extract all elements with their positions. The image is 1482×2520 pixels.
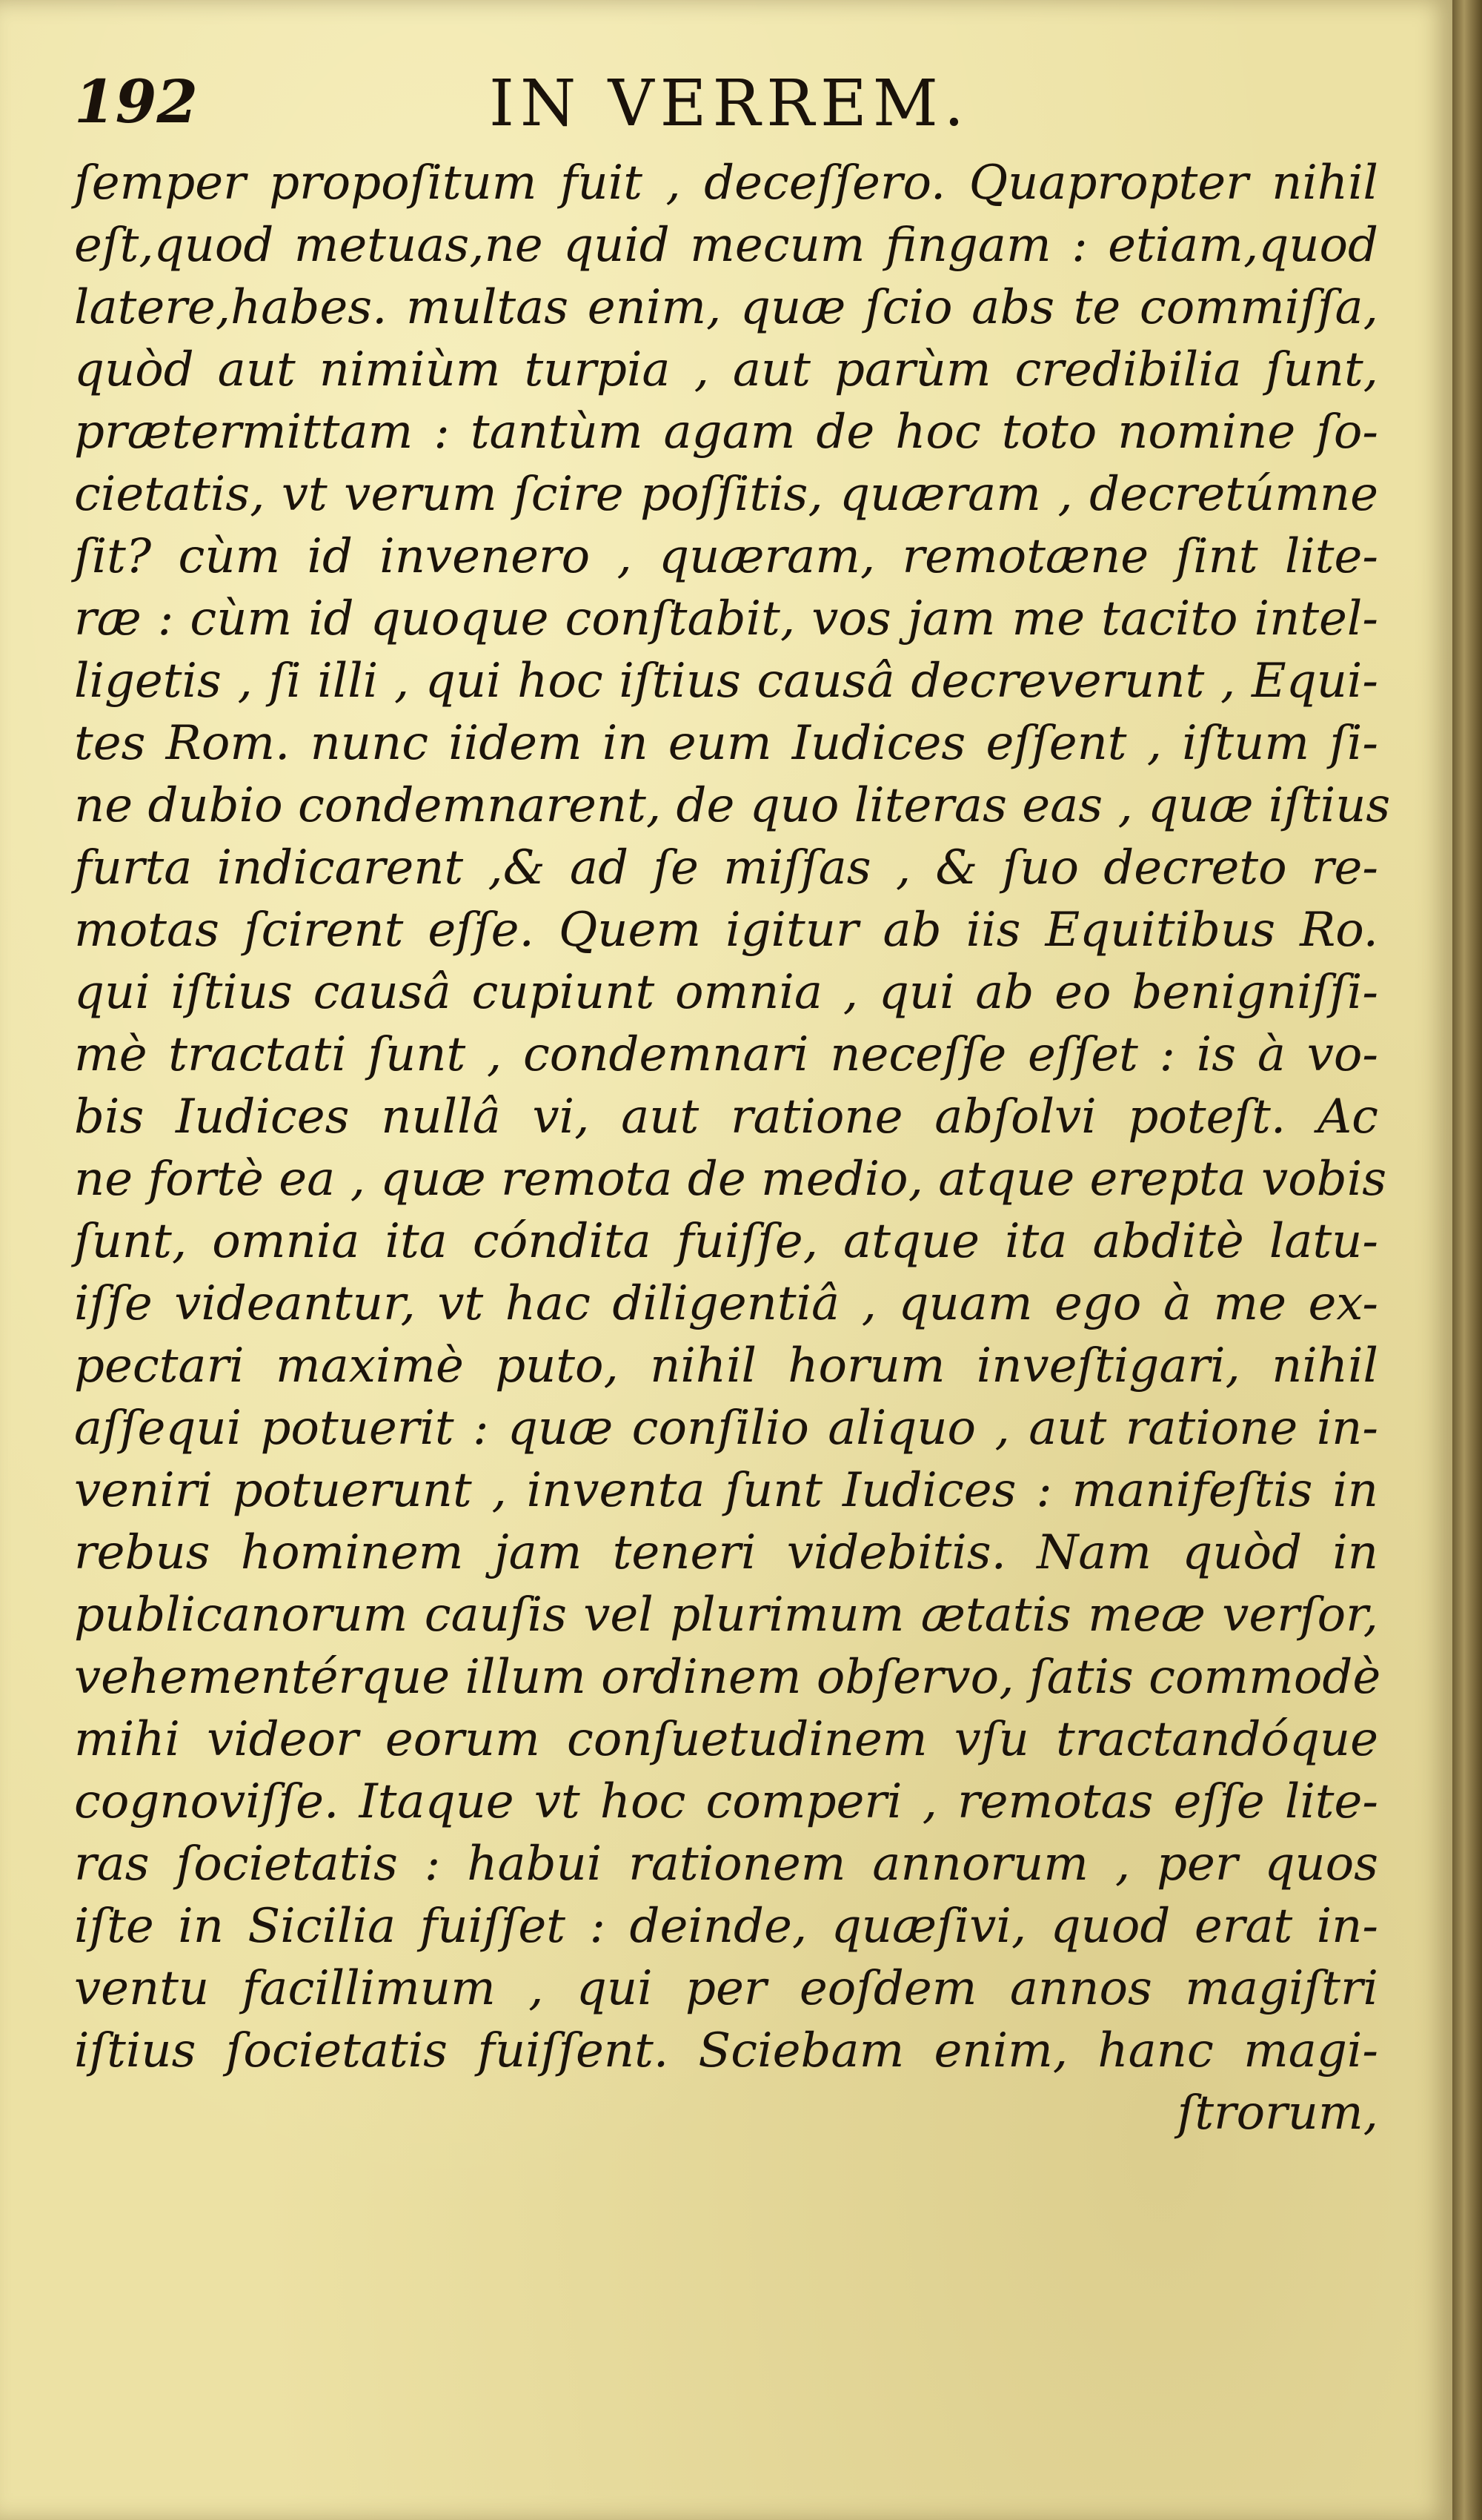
book-fore-edge xyxy=(1452,0,1482,2520)
text-line: ræ : cùm id quoque conſtabit, vos jam me tacito intel- xyxy=(74,591,1378,646)
text-line: tes Rom. nunc iidem in eum Iudices eſſent , iſtum ſi- xyxy=(74,716,1378,771)
text-line: cietatis, vt verum ſcire poſſitis, quæram , decretúmne xyxy=(74,467,1378,522)
text-line: eſt,quod metuas,ne quid mecum fingam : etiam,quod xyxy=(74,218,1378,273)
text-line: ras ſocietatis : habui rationem annorum , per quos xyxy=(74,1837,1378,1891)
text-line: mè tractati ſunt , condemnari neceſſe eſſet : is à vo- xyxy=(74,1027,1378,1082)
text-line: ſemper propoſitum fuit , deceſſero. Quapropter nihil xyxy=(74,156,1378,210)
running-head: IN VERREM. xyxy=(489,67,971,141)
page-header xyxy=(74,52,1378,163)
text-line: bis Iudices nullâ vi, aut ratione abſolvi poteſt. Ac xyxy=(74,1090,1378,1144)
page-number: 192 xyxy=(74,67,198,136)
text-body xyxy=(74,152,1391,2144)
catchword: ſtrorum, xyxy=(1177,2086,1378,2141)
text-line: publicanorum cauſis vel plurimum ætatis meæ verſor, xyxy=(74,1588,1378,1642)
text-line: ſunt, omnia ita cóndita fuiſſe, atque ita abditè latu- xyxy=(74,1214,1378,1269)
text-line: ne fortè ea , quæ remota de medio, atque erepta vobis xyxy=(74,1152,1387,1207)
text-line: cognoviſſe. Itaque vt hoc comperi , remotas eſſe lite- xyxy=(74,1774,1378,1829)
text-line: ligetis , ſi illi , qui hoc iſtius causâ decreverunt , Equi- xyxy=(74,654,1378,709)
text-line: pectari maximè puto, nihil horum inveſtigari, nihil xyxy=(74,1339,1378,1393)
text-line: ſit? cùm id invenero , quæram, remotæne ſint lite- xyxy=(74,529,1378,584)
text-line: ne dubio condemnarent, de quo literas eas , quæ iſtius xyxy=(74,778,1391,833)
text-line: prætermittam : tantùm agam de hoc toto nomine ſo- xyxy=(74,405,1378,460)
text-line: iſſe videantur, vt hac diligentiâ , quam ego à me ex- xyxy=(74,1276,1378,1331)
text-line: mihi videor eorum conſuetudinem vſu tractandóque xyxy=(74,1712,1378,1767)
text-line: iſtius ſocietatis fuiſſent. Sciebam enim, hanc magi- xyxy=(74,2023,1378,2078)
text-line: qui iſtius causâ cupiunt omnia , qui ab eo benigniſſi- xyxy=(74,965,1378,1020)
text-line: veniri potuerunt , inventa ſunt Iudices : manifeſtis in xyxy=(74,1463,1378,1518)
text-line: vehementérque illum ordinem obſervo, ſatis commodè xyxy=(74,1650,1381,1705)
text-line: furta indicarent ,& ad ſe miſſas , & ſuo decreto re- xyxy=(74,840,1378,895)
text-line: latere,habes. multas enim, quæ ſcio abs te commiſſa, xyxy=(74,280,1378,335)
text-line: quòd aut nimiùm turpia , aut parùm credibilia ſunt, xyxy=(74,342,1378,397)
text-line: motas ſcirent eſſe. Quem igitur ab iis Equitibus Ro. xyxy=(74,903,1378,958)
text-line: ventu facillimum , qui per eoſdem annos magiſtri xyxy=(74,1961,1378,2016)
text-line: rebus hominem jam teneri videbitis. Nam quòd in xyxy=(74,1525,1378,1580)
text-line: aſſequi potuerit : quæ conſilio aliquo , aut ratione in- xyxy=(74,1401,1378,1456)
text-line: iſte in Sicilia fuiſſet : deinde, quæſivi, quod erat in- xyxy=(74,1899,1378,1954)
